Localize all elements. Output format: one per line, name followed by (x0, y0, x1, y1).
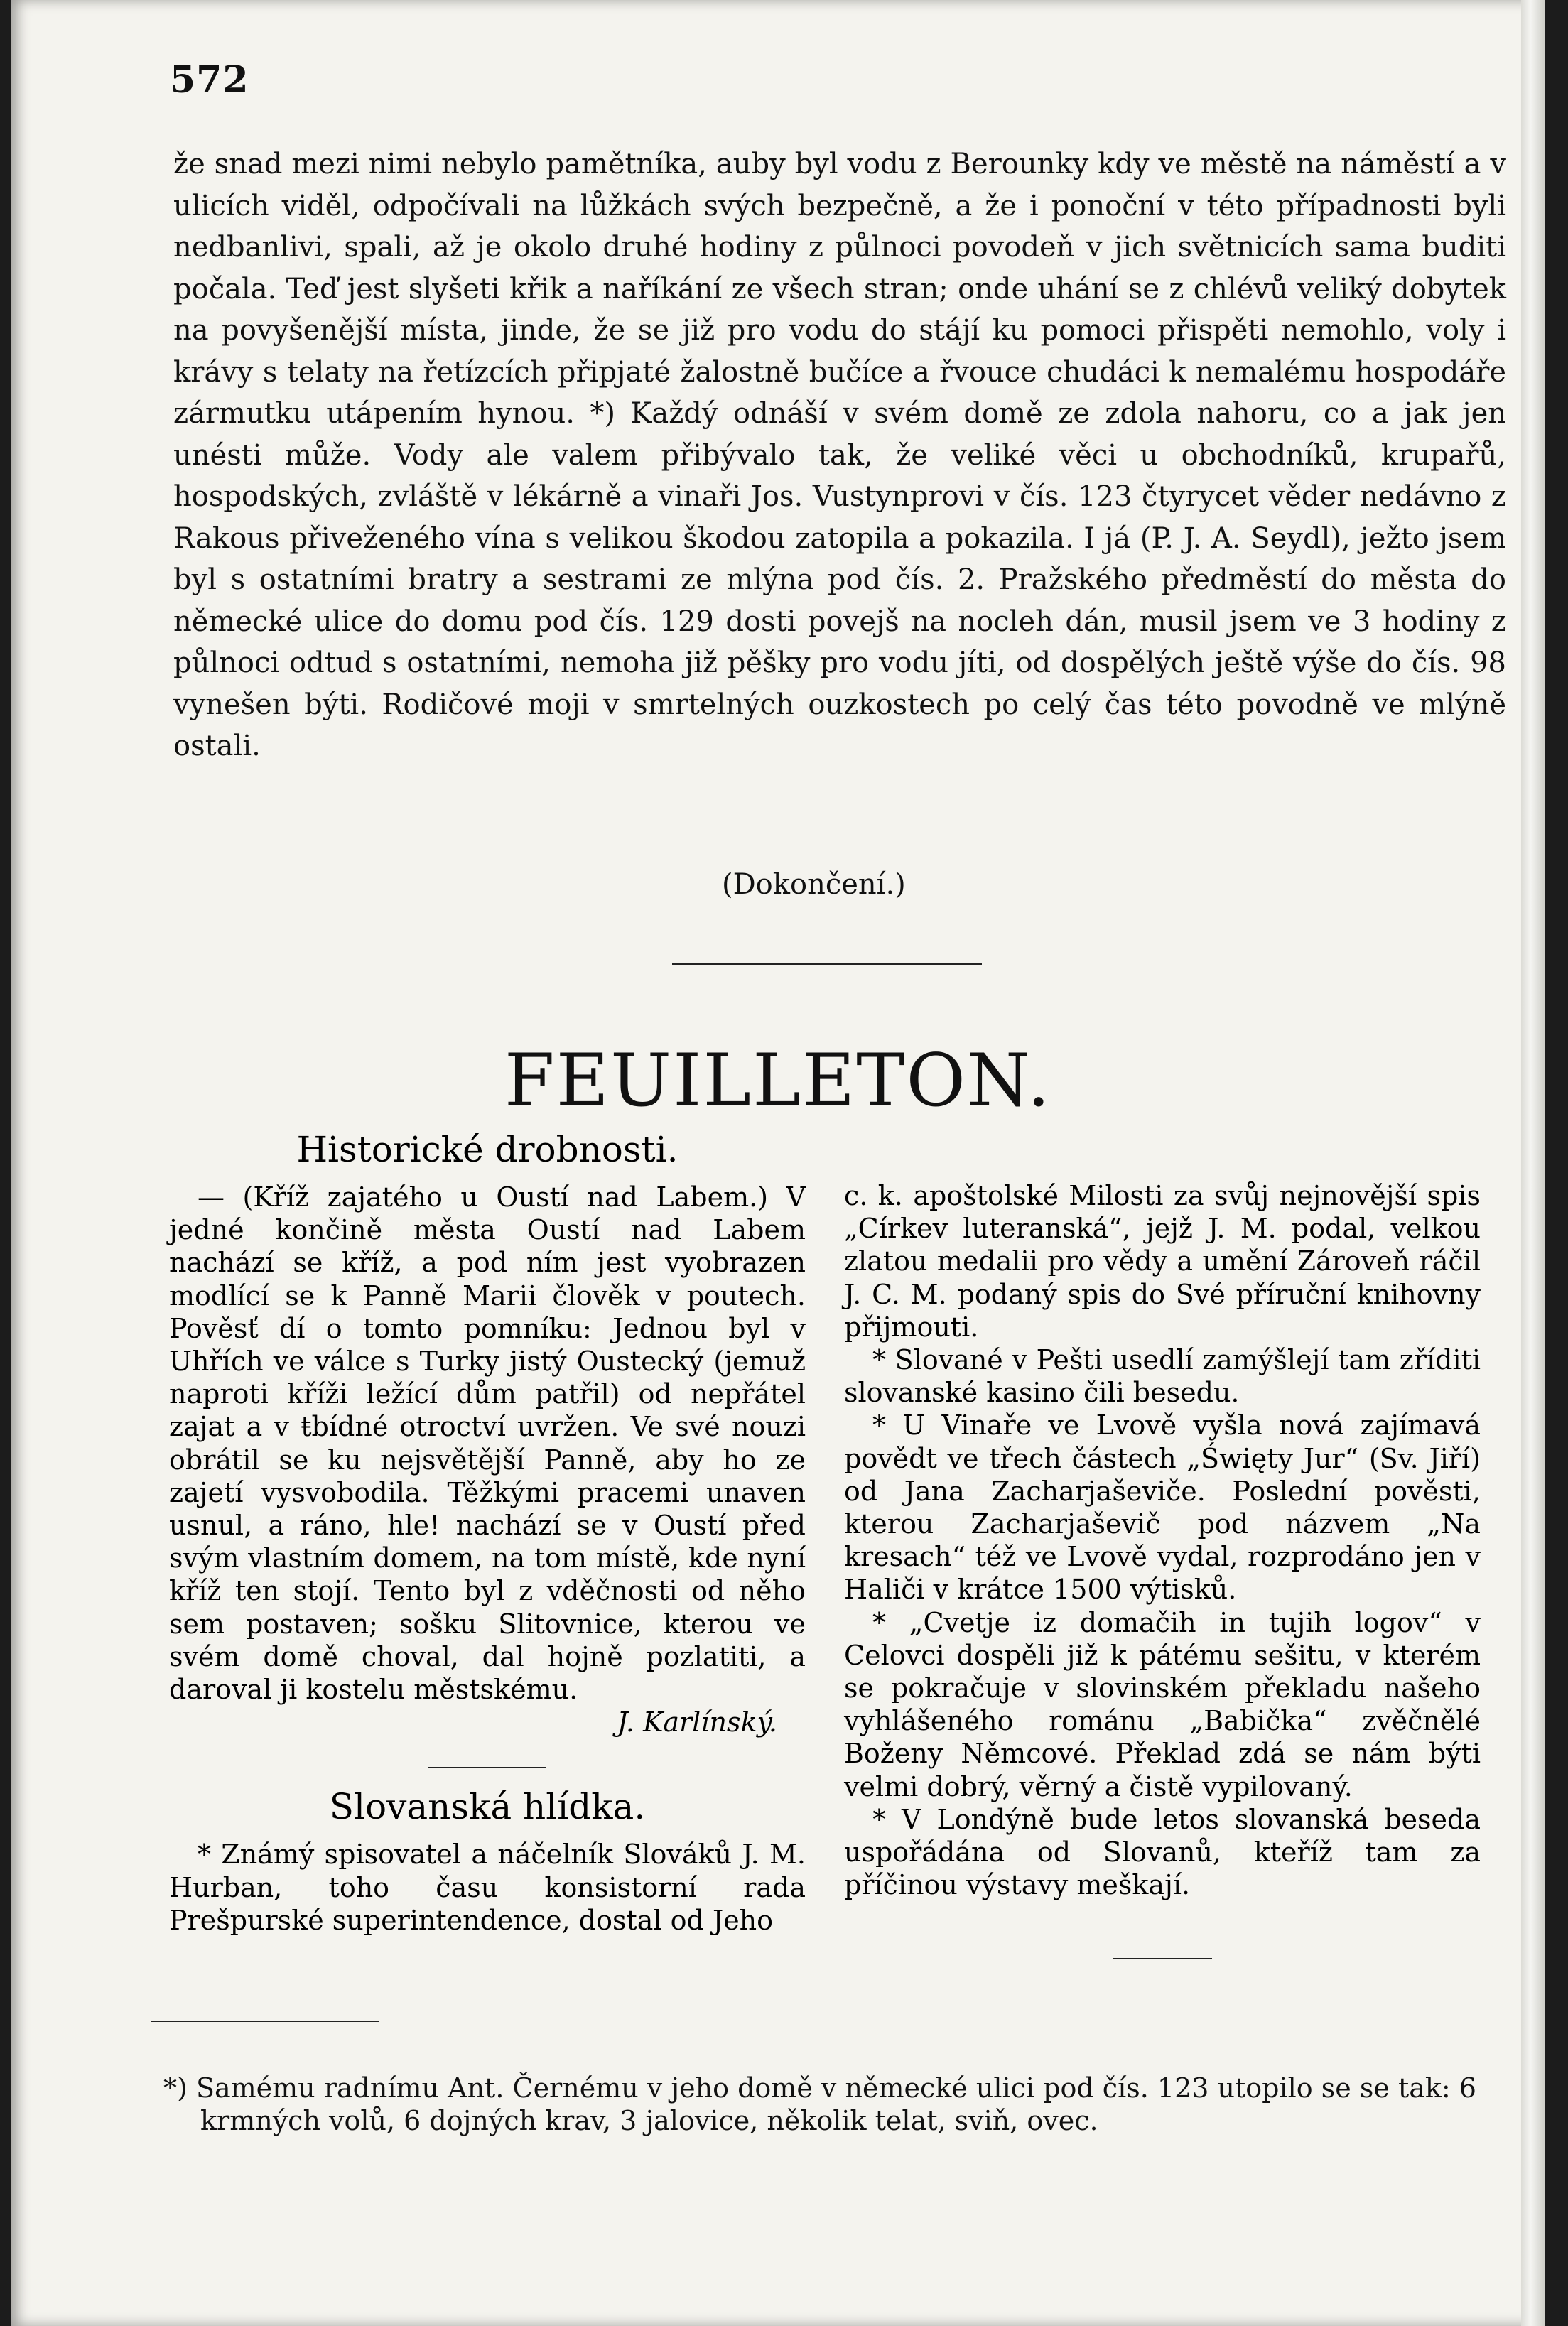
page-edge (1521, 0, 1545, 2326)
footnote-mark: *) (163, 2072, 188, 2104)
page-number: 572 (170, 58, 249, 102)
right-column (844, 1179, 1481, 1959)
news-item-pest-kasino: * Slované v Pešti usedlí zamýšlejí tam zříditi slovanské kasino čili besedu. (844, 1344, 1481, 1409)
article-signature: J. Karlínský. (617, 1706, 777, 1738)
column-divider (428, 1767, 546, 1768)
feuilleton-title: FEUILLETON. (504, 1039, 1052, 1123)
footnote (163, 2072, 1476, 2137)
footnote-text: Samému radnímu Ant. Černému v jeho domě v německé ulici pod čís. 123 utopilo se se tak: 6 krmných volů, 6 dojných krav, 3 jalovice, několik telat, sviň, ovec. (195, 2072, 1476, 2136)
continued-note: (Dokončení.) (722, 868, 906, 901)
heading-slovanska-hlidka: Slovanská hlídka. (329, 1786, 646, 1828)
column-end-rule (1113, 1958, 1212, 1959)
news-item-lvov: * U Vinaře ve Lvově vyšla nová zajímavá povědt ve třech částech „Święty Jur“ (Sv. Jiří) od Jana Zacharjaševiče. Poslední pověsti, kterou Zacharjaševič pod názvem „Na kresach“ též ve Lvově vydal, rozprodáno jen v Haliči v krátce 1500 výtisků. (844, 1410, 1481, 1606)
book-page (11, 0, 1545, 2326)
section-divider (672, 963, 982, 965)
article-kriz-zajateho: — (Kříž zajatého u Oustí nad Labem.) V jedné končině města Oustí nad Labem nachází se kříž, a pod ním jest vyobrazen modlící se k Panně Marii člověk v poutech. Pověsť dí o tomto pomníku: Jednou byl v Uhřích ve válce s Turky jistý Oustecký (jemuž naproti kříži ležící dům patřil) od nepřátel zajat a v ŧbídné otroctví uvržen. Ve své nouzi obrátil se ku nejsvětější Panně, aby ho ze zajetí vysvobodila. Těžkými pracemi unaven usnul, a ráno, hle! nachází se v Oustí před svým vlastním domem, na tom místě, kde nyní kříž ten stojí. Tento byl z vděčnosti od něho sem postaven; sošku Slitovnice, kterou ve svém domě choval, dal hojně pozlatiti, a daroval ji kostelu městskému. (169, 1181, 806, 1706)
left-column (169, 1128, 806, 1937)
news-item-hurban-start: * Známý spisovatel a náčelník Slováků J. M. Hurban, toho času konsistorní rada Prešpurské superintendence, dostal od Jeho (169, 1839, 806, 1936)
footnote-rule (151, 2021, 379, 2022)
heading-historicke-drobnosti: Historické drobnosti. (296, 1129, 678, 1170)
news-item-hurban-end: c. k. apoštolské Milosti za svůj nejnovější spis „Církev luteranská“, jejž J. M. podal, velkou zlatou medalii pro vědy a umění Zároveň ráčil J. C. M. podaný spis do Své příruční knihovny přijmouti. (844, 1180, 1481, 1343)
news-item-cvetje: * „Cvetje iz domačih in tujih logov“ v Celovci dospěli již k pátému sešitu, v kterém se pokračuje v slovinském překladu našeho vyhlášeného románu „Babička“ zvěčnělé Boženy Němcové. Překlad zdá se nám býti velmi dobrý, věrný a čistě vypilovaný. (844, 1606, 1481, 1802)
news-item-london: * V Londýně bude letos slovanská beseda uspořádána od Slovanů, kteříž tam za příčinou výstavy meškají. (844, 1803, 1481, 1901)
intro-paragraph: že snad mezi nimi nebylo pamětníka, auby byl vodu z Berounky kdy ve městě na náměstí a v ulicích viděl, odpočívali na lůžkách svých bezpečně, a že i ponoční v této případnosti byli nedbanlivi, spali, až je okolo druhé hodiny z půlnoci povodeň v jich světnicích sama buditi počala. Teď jest slyšeti křik a naříkání ze všech stran; onde uhání se z chlévů veliký dobytek na povyšenější místa, jinde, že se již pro vodu do stájí ku pomoci přispěti nemohlo, voly i krávy s telaty na řetízcích připjaté žalostně bučíce a řvouce chudáci k nemalému hospodáře zármutku utápením hynou. *) Každý odnáší v svém domě ze zdola nahoru, co a jak jen unésti může. Vody ale valem přibývalo tak, že veliké věci u obchodníků, krupařů, hospodských, zvláště v lékárně a vinaři Jos. Vustynprovi v čís. 123 čtyrycet věder nedávno z Rakous přiveženého vína s velikou škodou zatopila a pokazila. I já (P. J. A. Seydl), ježto jsem byl s ostatními bratry a sestrami ze mlýna pod čís. 2. Pražského předměstí do města do německé ulice do domu pod čís. 129 dosti povejš na nocleh dán, musil jsem ve 3 hodiny z půlnoci odtud s ostatními, nemoha již pěšky pro vodu jíti, od dospělých ještě výše do čís. 98 vynešen býti. Rodičové moji v smrtelných ouzkostech po celý čas této povodně ve mlýně ostali. (173, 148, 1506, 762)
